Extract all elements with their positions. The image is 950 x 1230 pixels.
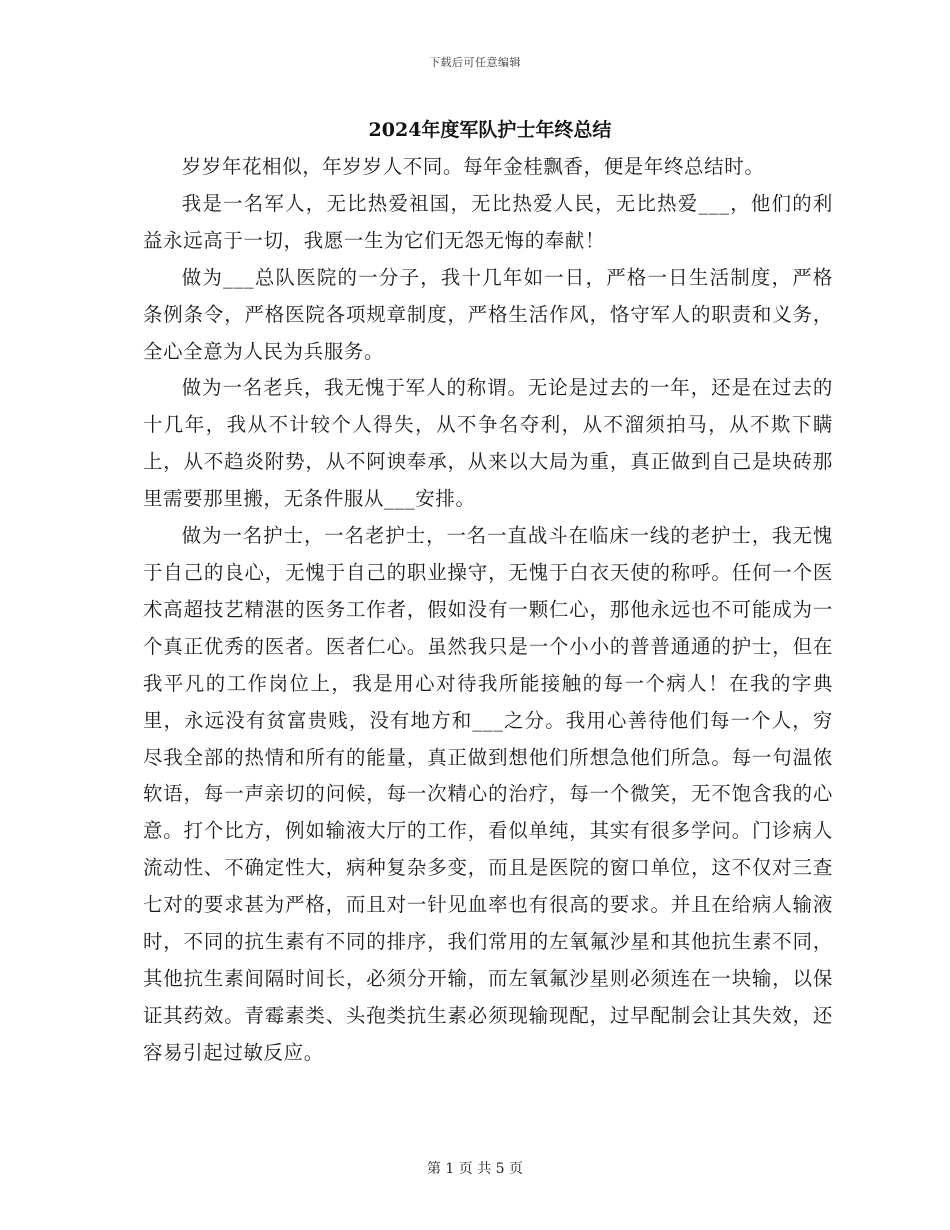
document-title: 2024年度军队护士年终总结	[368, 119, 612, 141]
header-note: 下载后可任意编辑	[429, 56, 521, 69]
paragraph: 我是一名军人，无比热爱祖国，无比热爱人民，无比热爱___，他们的利益永远高于一切，我愿一生为它们无怨无悔的奉献！	[143, 191, 833, 252]
paragraph: 岁岁年花相似，年岁岁人不同。每年金桂飘香，便是年终总结时。	[181, 155, 765, 178]
document-body	[143, 149, 833, 1072]
page-number-footer: 第 1 页 共 5 页	[426, 1161, 524, 1177]
paragraph: 做为一名护士，一名老护士，一名一直战斗在临床一线的老护士，我无愧于自己的良心，无愧于自己的职业操守，无愧于白衣天使的称呼。任何一个医术高超技艺精湛的医务工作者，假如没有一颗仁心，那他永远也不可能成为一个真正优秀的医者。医者仁心。虽然我只是一个小小的普普通通的护士，但在我平凡的工作岗位上，我是用心对待我所能接触的每一个病人！在我的字典里，永远没有贫富贵贱，没有地方和___之分。我用心善待他们每一个人，穷尽我全部的热情和所有的能量，真正做到想他们所想急他们所急。每一句温侬软语，每一声亲切的问候，每一次精心的治疗，每一个微笑，无不饱含我的心意。打个比方，例如输液大厅的工作，看似单纯，其实有很多学问。门诊病人流动性、不确定性大，病种复杂多变，而且是医院的窗口单位，这不仅对三查七对的要求甚为严格，而且对一针见血率也有很高的要求。并且在给病人输液时，不同的抗生素有不同的排序，我们常用的左氧氟沙星和其他抗生素不同，其他抗生素间隔时间长，必须分开输，而左氧氟沙星则必须连在一块输，以保证其药效。青霉素类、头孢类抗生素必须现输现配，过早配制会让其失效，还容易引起过敏反应。	[143, 524, 833, 1064]
paragraph: 做为___总队医院的一分子，我十几年如一日，严格一日生活制度，严格条例条令，严格医院各项规章制度，严格生活作风，恪守军人的职责和义务，全心全意为人民为兵服务。	[143, 265, 833, 363]
paragraph: 做为一名老兵，我无愧于军人的称谓。无论是过去的一年，还是在过去的十几年，我从不计较个人得失，从不争名夺利，从不溜须拍马，从不欺下瞒上，从不趋炎附势，从不阿谀奉承，从来以大局为重，真正做到自己是块砖那里需要那里搬，无条件服从___安排。	[143, 376, 833, 511]
